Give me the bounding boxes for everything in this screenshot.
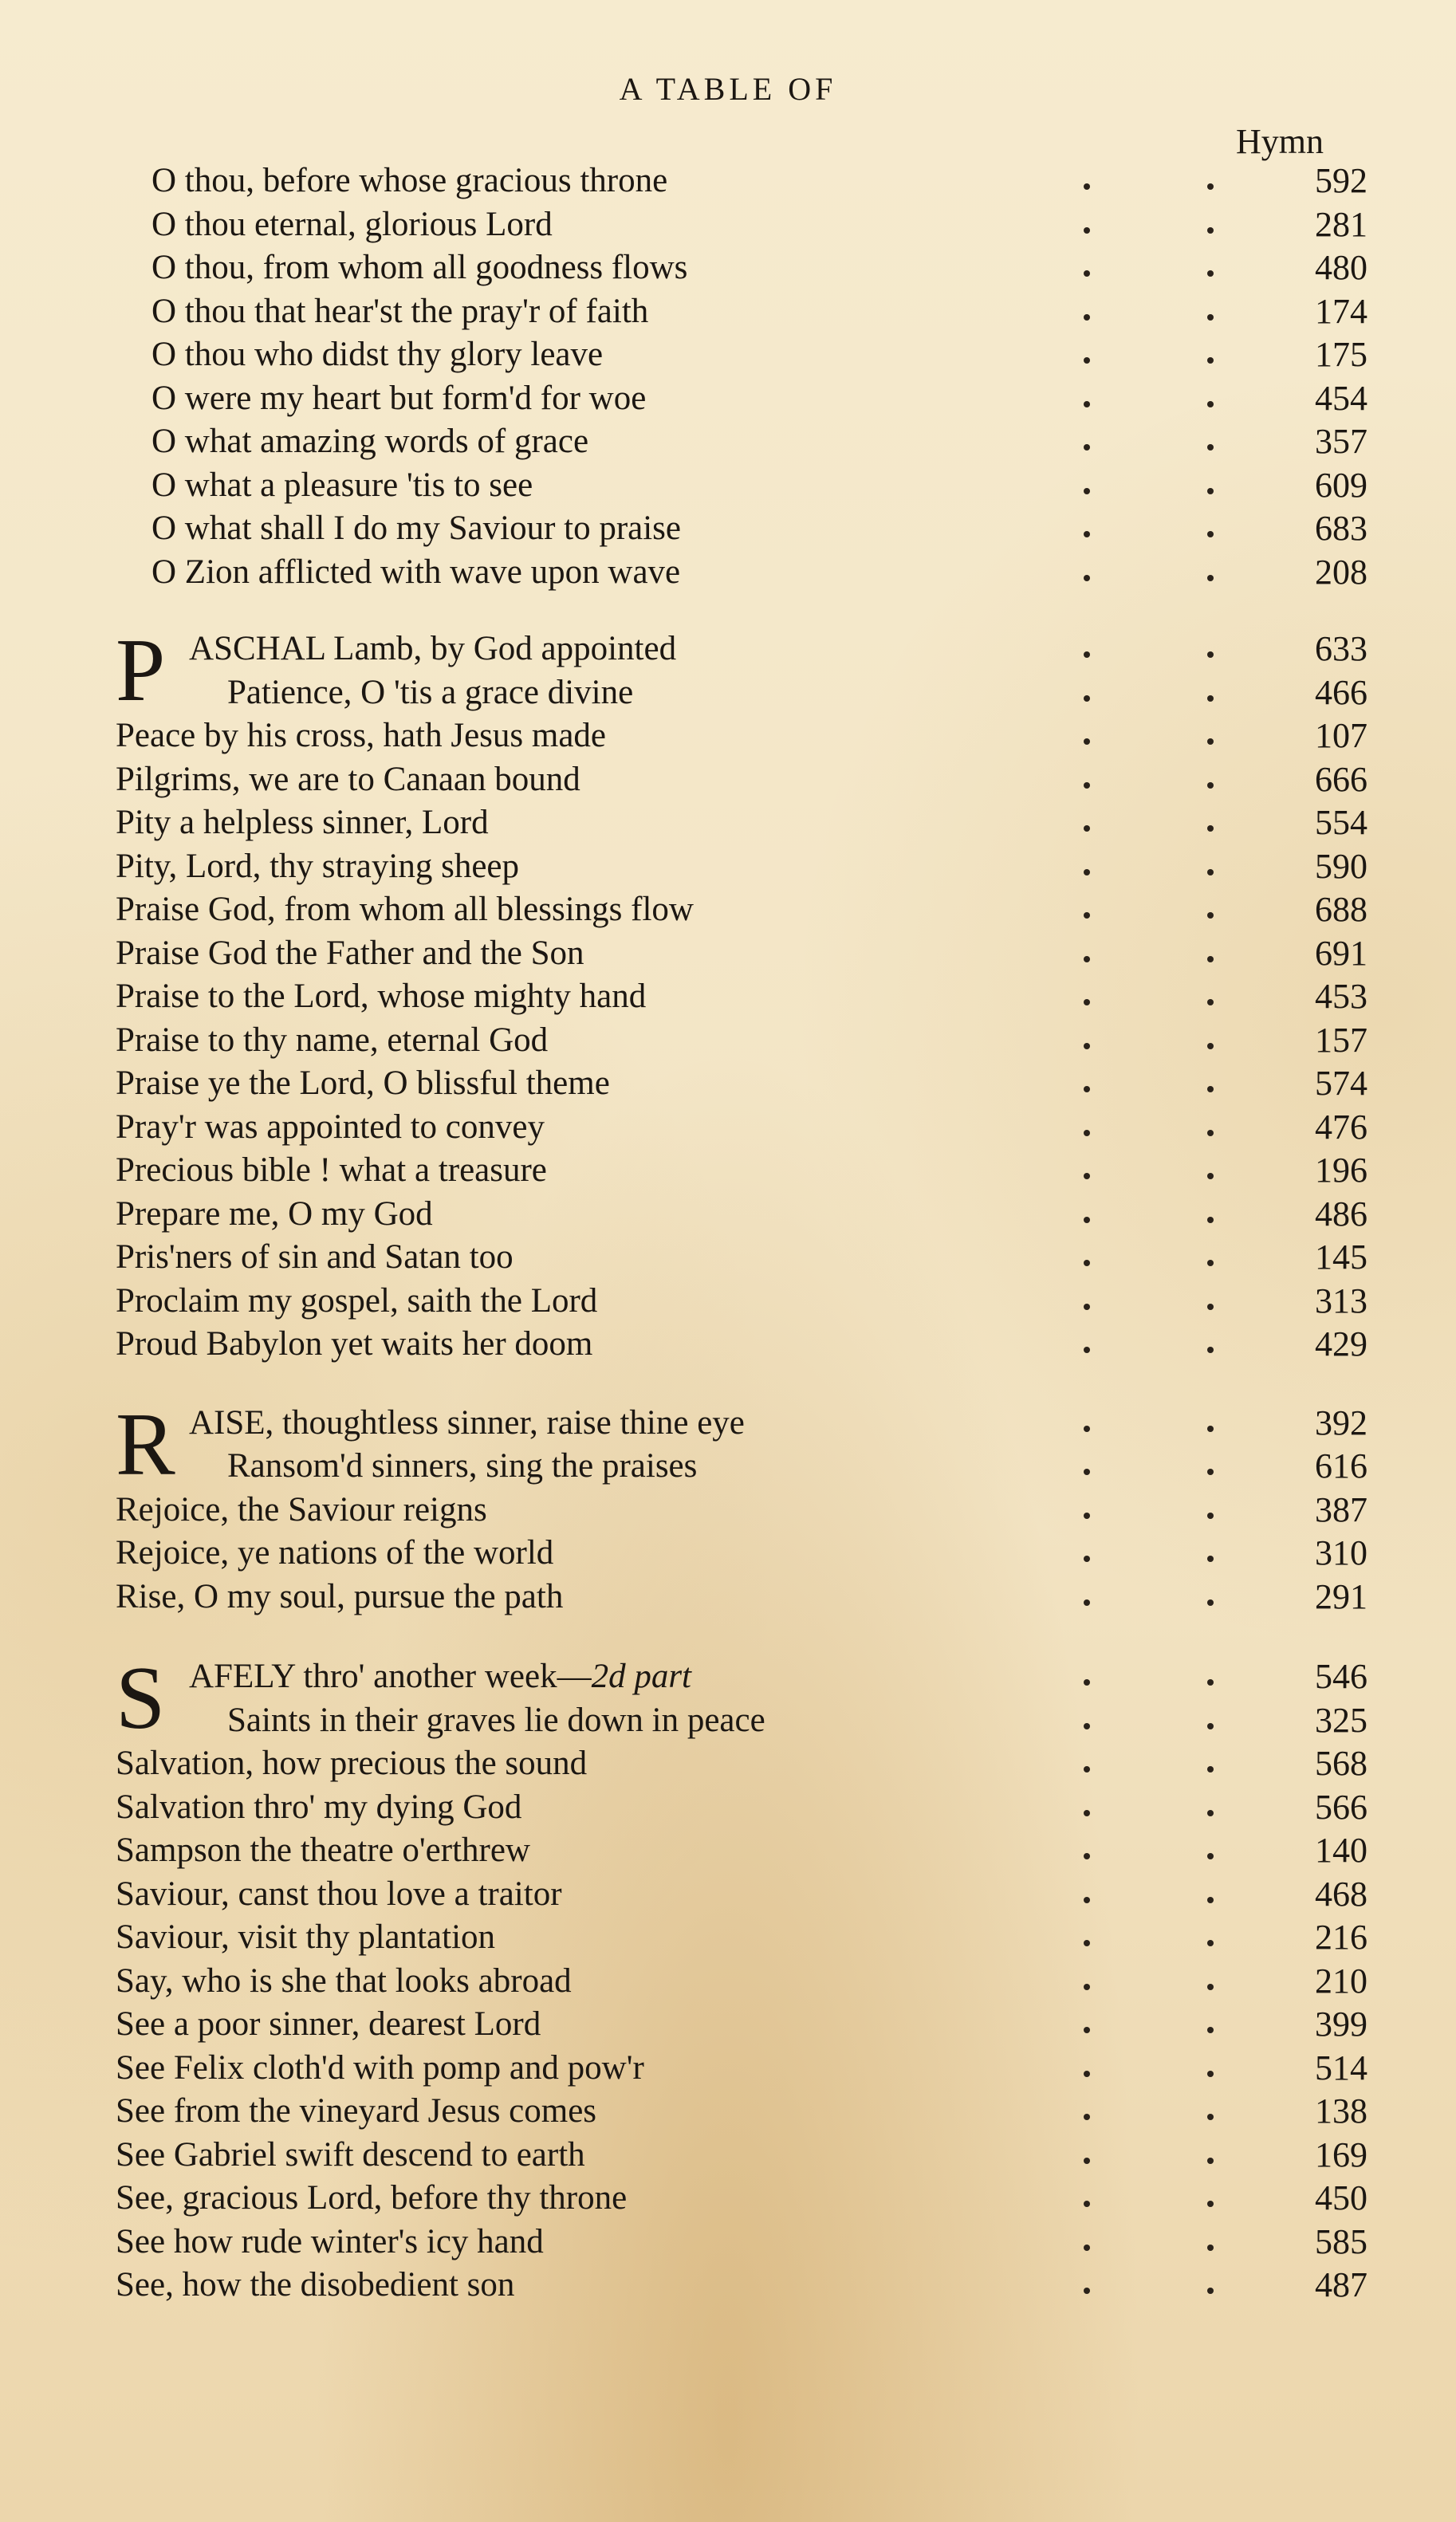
first-line-text: Pray'r was appointed to convey <box>116 1108 545 1146</box>
index-section <box>116 1649 1367 2308</box>
hymn-number: 291 <box>1315 1576 1367 1616</box>
first-line-text: Pilgrims, we are to Canaan bound <box>116 760 580 798</box>
leader-dot <box>1084 488 1090 494</box>
index-row <box>116 671 1367 715</box>
hymn-number: 450 <box>1315 2178 1367 2217</box>
index-row <box>116 932 1367 976</box>
first-line-text: O thou who didst thy glory leave <box>152 336 604 373</box>
first-line-text: Peace by his cross, hath Jesus made <box>116 717 606 754</box>
index-row <box>116 159 1367 203</box>
leader-dot <box>1207 651 1214 658</box>
first-line-text: O what shall I do my Saviour to praise <box>152 510 682 547</box>
leader-dots <box>1025 551 1272 581</box>
leader-dot <box>1207 1086 1214 1092</box>
leader-dot <box>1084 1086 1090 1092</box>
leader-dot <box>1207 1130 1214 1136</box>
leader-dot <box>1207 357 1214 364</box>
first-line-text: O thou that hear'st the pray'r of faith <box>152 292 649 330</box>
first-line-text: Precious bible ! what a treasure <box>116 1151 547 1189</box>
first-line-text: AISE, thoughtless sinner, raise thine eye <box>189 1403 745 1442</box>
hymn-number: 574 <box>1315 1064 1367 1103</box>
hymn-column-header: Hymn <box>1236 122 1324 161</box>
first-line-text: Pity, Lord, thy straying sheep <box>116 847 519 885</box>
leader-dot <box>1207 1984 1214 1990</box>
index-section <box>116 159 1367 594</box>
first-line-text: Prepare me, O my God <box>116 1194 433 1233</box>
index-entries <box>116 159 1367 2308</box>
leader-dots <box>1025 377 1272 407</box>
leader-dot <box>1207 1723 1214 1729</box>
first-line-text: Pris'ners of sin and Satan too <box>116 1238 514 1276</box>
hymn-number: 357 <box>1315 422 1367 461</box>
leader-dot <box>1207 314 1214 321</box>
index-row <box>116 1149 1367 1193</box>
leader-dot <box>1084 531 1090 537</box>
index-row <box>116 1236 1367 1280</box>
leader-dot <box>1207 869 1214 875</box>
index-row <box>116 507 1367 551</box>
leader-dot <box>1084 2114 1090 2120</box>
running-head: A TABLE OF <box>619 71 837 107</box>
first-line-text: Rejoice, ye nations of the world <box>116 1534 554 1572</box>
leader-dot <box>1084 695 1090 702</box>
leader-dot <box>1207 2071 1214 2077</box>
first-line-text: O thou, before whose gracious throne <box>152 162 668 199</box>
hymn-number: 325 <box>1315 1700 1367 1740</box>
hymn-number: 468 <box>1315 1874 1367 1914</box>
index-row <box>116 1699 1367 1743</box>
leader-dot <box>1207 1513 1214 1519</box>
leader-dot <box>1207 2158 1214 2164</box>
leader-dots <box>1025 2047 1272 2077</box>
leader-dot <box>1084 183 1090 190</box>
index-row <box>116 2047 1367 2091</box>
leader-dot <box>1207 912 1214 919</box>
leader-dots <box>1025 464 1272 494</box>
index-row <box>116 1655 1367 1699</box>
leader-dot <box>1207 1304 1214 1310</box>
hymn-number: 208 <box>1315 552 1367 592</box>
hymn-number: 554 <box>1315 803 1367 842</box>
leader-dot <box>1207 782 1214 789</box>
leader-dots <box>1025 1786 1272 1816</box>
leader-dots <box>1025 975 1272 1005</box>
leader-dot <box>1084 1469 1090 1475</box>
leader-dot <box>1207 1469 1214 1475</box>
leader-dot <box>1207 488 1214 494</box>
index-row <box>116 203 1367 247</box>
index-row <box>116 551 1367 595</box>
first-line-text: Proud Babylon yet waits her doom <box>116 1325 593 1363</box>
first-line-text: O thou eternal, glorious Lord <box>152 205 553 243</box>
leader-dots <box>1025 246 1272 277</box>
index-row <box>116 888 1367 932</box>
leader-dots <box>1025 671 1272 702</box>
leader-dots <box>1025 1829 1272 1859</box>
hymn-number: 609 <box>1315 465 1367 505</box>
leader-dots <box>1025 2177 1272 2207</box>
index-row <box>116 1532 1367 1576</box>
first-line-text: Praise God the Father and the Son <box>116 934 584 972</box>
index-row <box>116 2264 1367 2308</box>
first-line-text: Praise to thy name, eternal God <box>116 1021 549 1059</box>
first-line-text: Sampson the theatre o'erthrew <box>116 1831 530 1869</box>
leader-dots <box>1025 888 1272 919</box>
leader-dots <box>1025 1445 1272 1475</box>
leader-dot <box>1207 738 1214 745</box>
leader-dot <box>1084 2288 1090 2294</box>
leader-dot <box>1084 1723 1090 1729</box>
leader-dot <box>1084 2201 1090 2207</box>
leader-dot <box>1207 270 1214 277</box>
leader-dot <box>1084 270 1090 277</box>
leader-dot <box>1084 575 1090 581</box>
index-row <box>116 2221 1367 2264</box>
hymn-number: 107 <box>1315 716 1367 755</box>
index-row <box>116 1445 1367 1489</box>
leader-dots <box>1025 2090 1272 2120</box>
first-line-text: Saviour, visit thy plantation <box>116 1918 496 1956</box>
first-line-text: Pity a helpless sinner, Lord <box>116 804 489 841</box>
leader-dot <box>1084 1173 1090 1179</box>
drop-cap: S <box>116 1649 166 1748</box>
leader-dots <box>1025 1149 1272 1179</box>
first-line-text: Saviour, canst thou love a traitor <box>116 1875 562 1913</box>
first-line-text: Ransom'd sinners, sing the praises <box>227 1447 698 1485</box>
index-row <box>116 420 1367 464</box>
index-row <box>116 1062 1367 1106</box>
index-row <box>116 2134 1367 2178</box>
leader-dots <box>1025 507 1272 537</box>
leader-dot <box>1084 1043 1090 1049</box>
leader-dot <box>1207 2288 1214 2294</box>
first-line-text: O were my heart but form'd for woe <box>152 379 647 417</box>
hymn-number: 313 <box>1315 1281 1367 1320</box>
leader-dot <box>1084 782 1090 789</box>
leader-dot <box>1207 695 1214 702</box>
leader-dot <box>1207 999 1214 1005</box>
leader-dot <box>1207 1679 1214 1686</box>
leader-dots <box>1025 1106 1272 1136</box>
hymn-number: 210 <box>1315 1961 1367 2001</box>
first-line-text: See, gracious Lord, before thy throne <box>116 2179 628 2217</box>
leader-dot <box>1084 2027 1090 2033</box>
hymn-number: 169 <box>1315 2134 1367 2174</box>
hymn-number: 140 <box>1315 1831 1367 1870</box>
leader-dot <box>1084 1679 1090 1686</box>
hymn-number: 585 <box>1315 2221 1367 2261</box>
leader-dot <box>1207 2245 1214 2251</box>
index-row <box>116 1489 1367 1532</box>
hymn-number: 487 <box>1315 2265 1367 2304</box>
index-row <box>116 2003 1367 2047</box>
first-line-text: AFELY thro' another week—2d part <box>189 1658 692 1695</box>
first-line-text: See how rude winter's icy hand <box>116 2222 544 2260</box>
leader-dots <box>1025 1019 1272 1049</box>
first-line-text: See a poor sinner, dearest Lord <box>116 2005 541 2043</box>
leader-dot <box>1084 1766 1090 1772</box>
index-row <box>116 1576 1367 1619</box>
drop-cap: R <box>116 1395 175 1494</box>
index-row <box>116 1960 1367 2004</box>
hymn-number: 514 <box>1315 2048 1367 2087</box>
leader-dot <box>1084 1217 1090 1223</box>
leader-dots <box>1025 1699 1272 1729</box>
leader-dot <box>1084 1940 1090 1946</box>
hymn-number: 387 <box>1315 1489 1367 1529</box>
leader-dots <box>1025 290 1272 321</box>
leader-dot <box>1084 956 1090 962</box>
leader-dots <box>1025 159 1272 190</box>
leader-dot <box>1084 357 1090 364</box>
leader-dot <box>1084 2158 1090 2164</box>
hymn-number: 310 <box>1315 1533 1367 1572</box>
leader-dot <box>1207 1260 1214 1266</box>
hymn-number: 175 <box>1315 335 1367 374</box>
leader-dot <box>1084 401 1090 407</box>
leader-dot <box>1084 825 1090 832</box>
leader-dots <box>1025 1960 1272 1990</box>
first-line-text: Praise to the Lord, whose mighty hand <box>116 978 647 1015</box>
hymn-number: 196 <box>1315 1151 1367 1190</box>
leader-dot <box>1207 1173 1214 1179</box>
leader-dots <box>1025 628 1272 658</box>
index-section <box>116 621 1367 1367</box>
index-row <box>116 246 1367 290</box>
hymn-number: 480 <box>1315 248 1367 287</box>
hymn-number: 568 <box>1315 1744 1367 1783</box>
leader-dots <box>1025 1489 1272 1519</box>
first-line-text: Saints in their graves lie down in peace <box>227 1701 765 1739</box>
first-line-text: Praise God, from whom all blessings flow <box>116 891 694 928</box>
first-line-text: Salvation thro' my dying God <box>116 1788 522 1826</box>
hymn-number: 566 <box>1315 1787 1367 1827</box>
leader-dot <box>1207 1810 1214 1816</box>
leader-dots <box>1025 801 1272 832</box>
index-row <box>116 975 1367 1019</box>
first-line-text: O thou, from whom all goodness flows <box>152 249 688 286</box>
hymn-number: 174 <box>1315 291 1367 331</box>
leader-dot <box>1084 999 1090 1005</box>
leader-dot <box>1207 1347 1214 1353</box>
leader-dots <box>1025 1532 1272 1562</box>
leader-dot <box>1207 1217 1214 1223</box>
leader-dot <box>1207 1897 1214 1903</box>
first-line-text: Praise ye the Lord, O blissful theme <box>116 1064 610 1102</box>
index-row <box>116 464 1367 508</box>
leader-dots <box>1025 2221 1272 2251</box>
hymn-number: 683 <box>1315 509 1367 548</box>
leader-dot <box>1207 444 1214 450</box>
leader-dots <box>1025 1062 1272 1092</box>
index-row <box>116 1019 1367 1063</box>
leader-dot <box>1207 227 1214 234</box>
index-row <box>116 1742 1367 1786</box>
leader-dots <box>1025 1280 1272 1310</box>
leader-dot <box>1084 869 1090 875</box>
leader-dots <box>1025 1655 1272 1686</box>
hymn-number: 454 <box>1315 378 1367 418</box>
index-row <box>116 1280 1367 1324</box>
leader-dot <box>1207 401 1214 407</box>
leader-dot <box>1084 314 1090 321</box>
first-line-text: Rise, O my soul, pursue the path <box>116 1577 564 1615</box>
leader-dot <box>1207 2201 1214 2207</box>
hymn-number: 546 <box>1315 1657 1367 1696</box>
hymn-number: 145 <box>1315 1237 1367 1277</box>
leader-dot <box>1084 227 1090 234</box>
leader-dots <box>1025 1916 1272 1946</box>
index-row <box>116 1786 1367 1830</box>
leader-dots <box>1025 1576 1272 1606</box>
leader-dots <box>1025 1742 1272 1772</box>
index-row <box>116 290 1367 334</box>
leader-dots <box>1025 2003 1272 2033</box>
hymn-number: 633 <box>1315 629 1367 668</box>
hymn-number: 157 <box>1315 1020 1367 1060</box>
hymn-number: 466 <box>1315 672 1367 712</box>
leader-dots <box>1025 333 1272 364</box>
index-row <box>116 2177 1367 2221</box>
first-line-text: Rejoice, the Saviour reigns <box>116 1490 487 1529</box>
leader-dot <box>1084 1897 1090 1903</box>
index-row <box>116 801 1367 845</box>
first-line-text: ASCHAL Lamb, by God appointed <box>189 630 677 667</box>
index-row <box>116 714 1367 758</box>
leader-dot <box>1207 825 1214 832</box>
index-row <box>116 1402 1367 1446</box>
leader-dot <box>1207 1940 1214 1946</box>
first-line-text: Say, who is she that looks abroad <box>116 1961 572 2000</box>
leader-dot <box>1084 1599 1090 1606</box>
leader-dots <box>1025 1193 1272 1223</box>
hymn-number: 688 <box>1315 890 1367 929</box>
leader-dot <box>1207 1556 1214 1562</box>
hymn-number: 429 <box>1315 1324 1367 1363</box>
index-row <box>116 758 1367 802</box>
index-row <box>116 333 1367 377</box>
leader-dot <box>1207 1599 1214 1606</box>
leader-dots <box>1025 2134 1272 2164</box>
hymn-number: 138 <box>1315 2091 1367 2131</box>
leader-dot <box>1207 2114 1214 2120</box>
drop-cap: P <box>116 621 166 720</box>
leader-dot <box>1207 956 1214 962</box>
first-line-text: O Zion afflicted with wave upon wave <box>152 553 681 591</box>
leader-dot <box>1084 912 1090 919</box>
leader-dot <box>1084 1130 1090 1136</box>
hymn-number: 399 <box>1315 2005 1367 2044</box>
leader-dots <box>1025 932 1272 962</box>
hymn-number: 666 <box>1315 759 1367 799</box>
leader-dots <box>1025 420 1272 450</box>
first-line-text: See from the vineyard Jesus comes <box>116 2092 597 2130</box>
index-row <box>116 845 1367 889</box>
leader-dots <box>1025 845 1272 875</box>
part-note: 2d part <box>591 1658 692 1695</box>
leader-dots <box>1025 758 1272 789</box>
index-row <box>116 1829 1367 1873</box>
leader-dot <box>1084 2071 1090 2077</box>
hymn-number: 216 <box>1315 1918 1367 1957</box>
leader-dot <box>1207 531 1214 537</box>
hymn-number: 590 <box>1315 846 1367 886</box>
leader-dot <box>1207 1766 1214 1772</box>
leader-dot <box>1084 1984 1090 1990</box>
index-row <box>116 628 1367 671</box>
leader-dot <box>1084 1513 1090 1519</box>
index-row <box>116 2090 1367 2134</box>
leader-dot <box>1084 1556 1090 1562</box>
first-line-text: See Felix cloth'd with pomp and pow'r <box>116 2048 644 2087</box>
first-line-text: O what amazing words of grace <box>152 423 589 460</box>
first-line-text: Salvation, how precious the sound <box>116 1745 588 1782</box>
hymn-number: 691 <box>1315 933 1367 973</box>
leader-dots <box>1025 714 1272 745</box>
leader-dots <box>1025 1402 1272 1432</box>
index-section <box>116 1395 1367 1619</box>
leader-dot <box>1207 2027 1214 2033</box>
index-row <box>116 1106 1367 1150</box>
first-line-text: See, how the disobedient son <box>116 2266 515 2304</box>
hymn-number: 392 <box>1315 1403 1367 1442</box>
leader-dots <box>1025 1873 1272 1903</box>
leader-dot <box>1084 1853 1090 1859</box>
first-line-text: See Gabriel swift descend to earth <box>116 2135 585 2174</box>
index-row <box>116 1193 1367 1237</box>
leader-dot <box>1084 2245 1090 2251</box>
leader-dot <box>1084 1304 1090 1310</box>
hymn-number: 486 <box>1315 1194 1367 1233</box>
leader-dot <box>1084 651 1090 658</box>
first-line-text: Proclaim my gospel, saith the Lord <box>116 1281 598 1320</box>
leader-dot <box>1207 1853 1214 1859</box>
leader-dot <box>1084 1810 1090 1816</box>
hymn-number: 616 <box>1315 1446 1367 1485</box>
first-line-text: Patience, O 'tis a grace divine <box>227 673 634 711</box>
leader-dot <box>1084 1426 1090 1432</box>
index-row <box>116 1916 1367 1960</box>
leader-dot <box>1084 1260 1090 1266</box>
first-line-text: O what a pleasure 'tis to see <box>152 466 533 504</box>
leader-dots <box>1025 1323 1272 1353</box>
leader-dot <box>1207 183 1214 190</box>
hymn-number: 281 <box>1315 204 1367 244</box>
leader-dots <box>1025 203 1272 234</box>
hymn-number: 592 <box>1315 161 1367 200</box>
leader-dots <box>1025 2264 1272 2294</box>
leader-dot <box>1084 738 1090 745</box>
leader-dots <box>1025 1236 1272 1266</box>
leader-dot <box>1207 1043 1214 1049</box>
leader-dot <box>1084 444 1090 450</box>
hymn-number: 453 <box>1315 977 1367 1016</box>
leader-dot <box>1207 575 1214 581</box>
index-row <box>116 377 1367 421</box>
hymn-number: 476 <box>1315 1107 1367 1147</box>
index-row <box>116 1873 1367 1917</box>
index-row <box>116 1323 1367 1367</box>
leader-dot <box>1084 1347 1090 1353</box>
leader-dot <box>1207 1426 1214 1432</box>
